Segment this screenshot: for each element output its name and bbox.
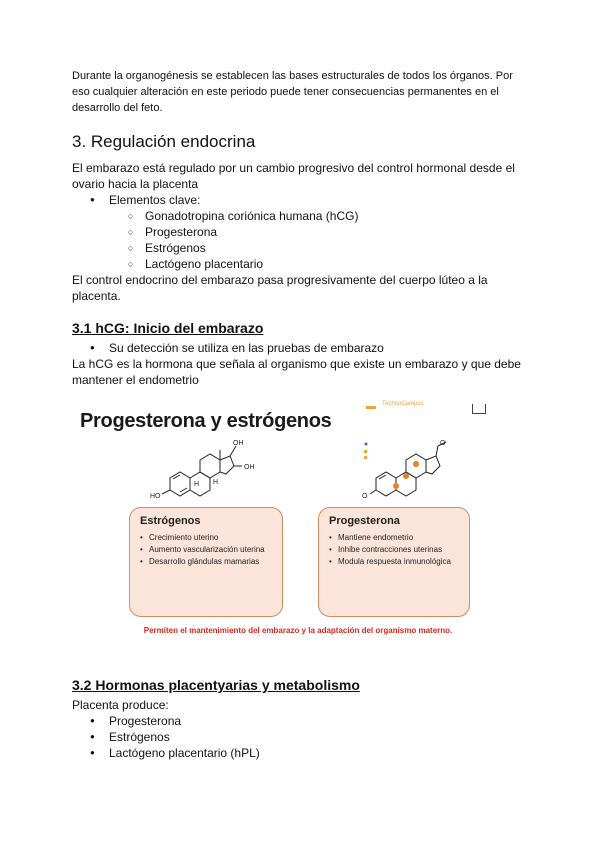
- list-item: ○ Estrógenos: [72, 240, 532, 256]
- oh-top-label: OH: [233, 440, 244, 447]
- list-item: ● Progesterona: [72, 713, 532, 729]
- h-label: H: [213, 479, 219, 486]
- list-item: ● Su detección se utiliza en las pruebas de embarazo: [72, 340, 532, 356]
- list-item: ● Estrógenos: [72, 729, 532, 745]
- progesterona-card-title: Progesterona: [329, 515, 400, 527]
- list-item: ○ Lactógeno placentario: [72, 256, 532, 272]
- estrogenos-card: [129, 507, 283, 617]
- progesterona-card: [318, 507, 470, 617]
- section-3-2-intro: Placenta produce:: [72, 698, 169, 712]
- oh-right-label: OH: [244, 464, 255, 471]
- figure-title: Progesterona y estrógenos: [80, 410, 332, 432]
- section-3-2-heading: 3.2 Hormonas placentyarias y metabolismo: [72, 677, 360, 693]
- list-item: • Modula respuesta inmunológica: [329, 556, 459, 567]
- figure-caption: Permiten el mantenimiento del embarazo y la adaptación del organismo materno.: [143, 626, 453, 635]
- o-label: O: [362, 493, 368, 500]
- section-3-2: [72, 677, 532, 761]
- list-item: • Inhibe contracciones uterinas: [329, 544, 459, 555]
- section-3-heading: 3. Regulación endocrina: [72, 132, 256, 151]
- list-item: ○ Gonadotropina coriónica humana (hCG): [72, 208, 532, 224]
- list-item: • Aumento vascularización uterina: [140, 544, 272, 555]
- section-3-paragraph-2: El control endocrino del embarazo pasa progresivamente del cuerpo lúteo a la placenta.: [72, 273, 488, 303]
- estradiol-structure-icon: [148, 436, 268, 504]
- ho-label: HO: [150, 493, 161, 500]
- corner-badge-icon: [472, 404, 486, 414]
- key-elements-list: [72, 192, 532, 272]
- key-elements-label: ● Elementos clave:: [72, 192, 532, 208]
- brand-label: TechnoCampus: [382, 401, 424, 407]
- document-page: [72, 68, 532, 388]
- hcg-list: [72, 340, 532, 356]
- list-item: ● Lactógeno placentario (hPL): [72, 745, 532, 761]
- hormones-figure: [72, 398, 524, 660]
- h-label: H: [194, 481, 200, 488]
- intro-paragraph: Durante la organogénesis se establecen las bases estructurales de todos los órganos. Por eso cualquier alteración en este periodo puede tener consecuencias permanentes en el desarrollo del feto.: [72, 70, 513, 114]
- progesterone-structure-icon: [358, 436, 478, 504]
- list-item: • Crecimiento uterino: [140, 532, 272, 543]
- list-item: • Mantiene endometrio: [329, 532, 459, 543]
- estrogenos-card-title: Estrógenos: [140, 515, 201, 527]
- section-3-1-paragraph: La hCG es la hormona que señala al organismo que existe un embarazo y que debe mantener el endometrio: [72, 357, 521, 387]
- placenta-products-list: [72, 713, 532, 761]
- section-3-1-heading: 3.1 hCG: Inicio del embarazo: [72, 320, 264, 336]
- list-item: • Desarrollo glándulas mamarias: [140, 556, 272, 567]
- section-3-paragraph-1: El embarazo está regulado por un cambio progresivo del control hormonal desde el ovario hacia la placenta: [72, 161, 515, 191]
- list-item: ○ Progesterona: [72, 224, 532, 240]
- brand-mark-icon: [366, 406, 376, 409]
- o-label: O: [440, 440, 446, 447]
